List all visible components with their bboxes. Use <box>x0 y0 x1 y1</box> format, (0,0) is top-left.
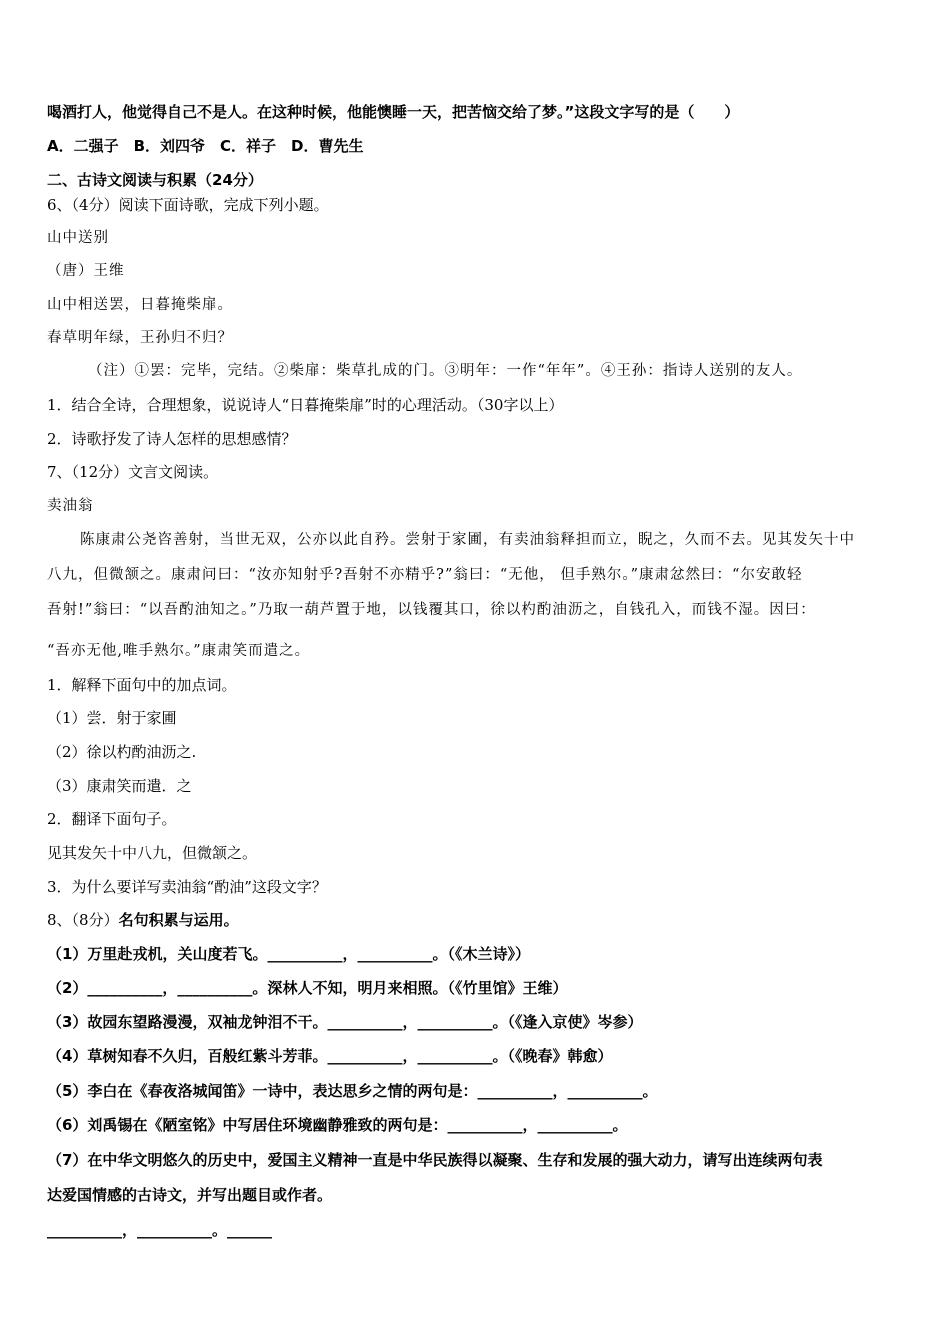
question-8-5: （5）李白在《春夜洛城闻笛》一诗中，表达思乡之情的两句是：__________，__________。 <box>47 1082 658 1100</box>
question-8-7-answer-blanks: __________，__________。______ <box>47 1221 273 1239</box>
question-7-1-item-2: （2）徐以杓酌油沥之. <box>47 743 197 761</box>
classical-text-line-4: “吾亦无他,唯手熟尔。”康肃笑而遣之。 <box>47 643 311 659</box>
classical-text-line-3: 吾射!”翁曰：“以吾酌油知之。”乃取一葫芦置于地，以钱覆其口，徐以杓酌油沥之，自钱孔入，而钱不湿。因曰： <box>47 602 816 618</box>
question-7-heading: 7、（12分）文言文阅读。 <box>47 463 219 481</box>
poem-line-1: 山中相送罢，日暮掩柴扉。 <box>47 297 233 313</box>
question-8-number: 8、（8分） <box>47 911 119 929</box>
classical-text-title: 卖油翁 <box>47 498 94 514</box>
question-7-1-item-1: （1）尝．射于家圃 <box>47 709 177 727</box>
question-6-2: 2．诗歌抒发了诗人怎样的思想感情？ <box>47 430 297 448</box>
question-8-4: （4）草树知春不久归，百般红紫斗芳菲。__________，__________。（《晚春》韩愈） <box>47 1047 613 1065</box>
classical-text-line-2: 八九，但微颔之。康肃问曰：“汝亦知射乎?吾射不亦精乎?”翁曰：“无他， 但手熟尔。”康肃忿然曰：“尔安敢轻 <box>47 567 803 583</box>
question-6-heading: 6、（4分）阅读下面诗歌，完成下列小题。 <box>47 196 329 214</box>
question-7-2-sentence: 见其发矢十中八九，但微颔之。 <box>47 844 258 862</box>
question-5-options: A．二强子 B．刘四爷 C．祥子 D．曹先生 <box>47 137 364 155</box>
question-8-1: （1）万里赴戎机，关山度若飞。__________，__________。（《木兰诗》） <box>47 945 530 963</box>
question-7-1-item-3: （3）康肃笑而遣．之 <box>47 777 192 795</box>
question-8-2: （2）__________，__________。深林人不知，明月来相照。（《竹里馆》王维） <box>47 979 568 997</box>
question-8-7-line-2: 达爱国情感的古诗文，并写出题目或作者。 <box>47 1186 333 1204</box>
question-7-2: 2．翻译下面句子。 <box>47 810 177 828</box>
poem-title: 山中送别 <box>47 230 109 246</box>
question-8-heading <box>47 910 239 930</box>
question-7-1: 1．解释下面句中的加点词。 <box>47 676 237 694</box>
question-8-7-line-1: （7）在中华文明悠久的历史中，爱国主义精神一直是中华民族得以凝聚、生存和发展的强大动力，请写出连续两句表 <box>47 1151 823 1169</box>
question-5-stem-end: 喝酒打人，他觉得自己不是人。在这种时候，他能懊睡一天，把苦恼交给了梦。”这段文字写的是（ ） <box>47 103 740 121</box>
poem-line-2: 春草明年绿，王孙归不归？ <box>47 330 233 346</box>
question-6-1: 1．结合全诗，合理想象，说说诗人“日暮掩柴扉”时的心理活动。（30字以上） <box>47 396 564 414</box>
classical-text-line-1: 陈康肃公尧咨善射，当世无双，公亦以此自矜。尝射于家圃，有卖油翁释担而立，睨之，久而不去。见其发矢十中 <box>80 532 855 548</box>
question-7-3: 3．为什么要详写卖油翁“酌油”这段文字？ <box>47 878 327 896</box>
question-8-title: 名句积累与运用。 <box>118 911 239 929</box>
question-8-3: （3）故园东望路漫漫，双袖龙钟泪不干。__________，__________。（《逢入京使》岑参） <box>47 1013 643 1031</box>
poem-author: （唐）王维 <box>47 263 125 279</box>
question-8-6: （6）刘禹锡在《陋室铭》中写居住环境幽静雅致的两句是：__________，__________。 <box>47 1116 628 1134</box>
section-2-heading: 二、古诗文阅读与积累（24分） <box>47 171 263 189</box>
poem-notes: （注）①罢：完毕，完结。②柴扉：柴草扎成的门。③明年：一作“年年”。④王孙：指诗人送别的友人。 <box>88 363 803 379</box>
